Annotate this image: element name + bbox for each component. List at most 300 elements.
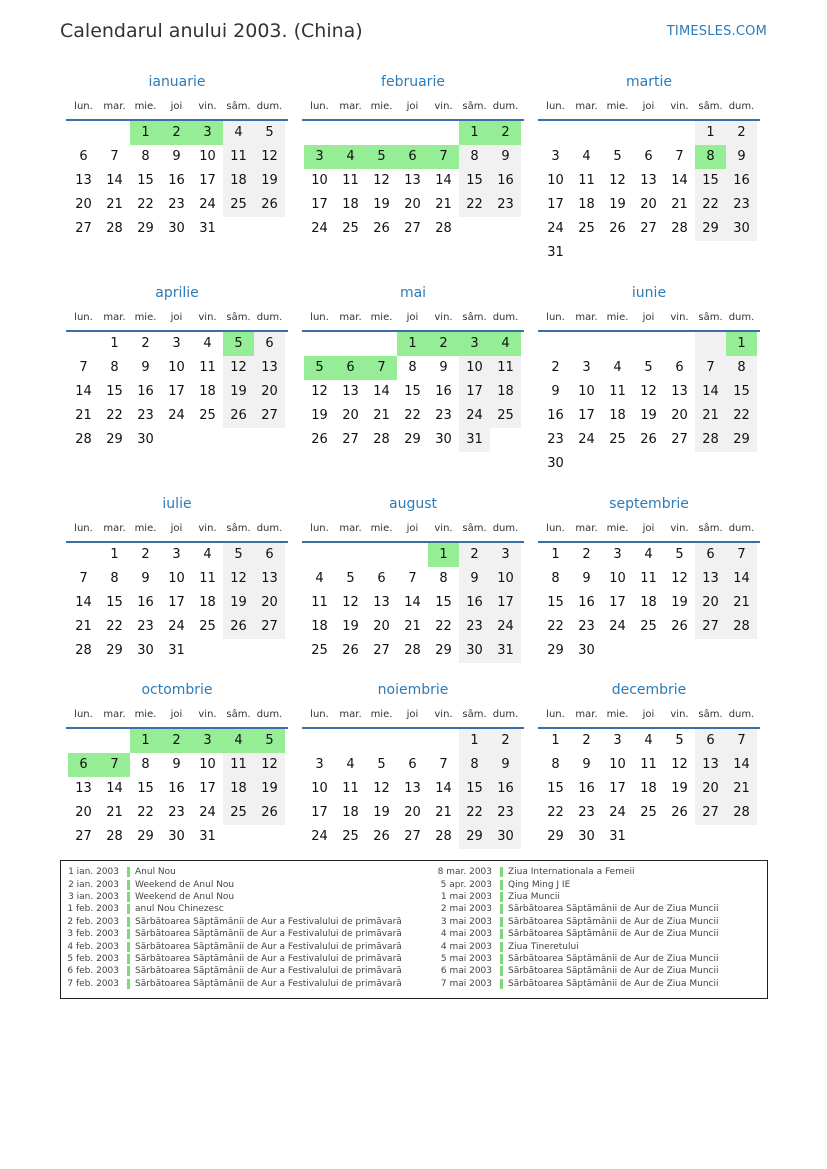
empty-day-cell: [68, 543, 99, 567]
day-cell: 4: [223, 121, 254, 145]
empty-day-cell: [428, 121, 459, 145]
day-cell: 28: [726, 801, 757, 825]
day-cell: 3: [613, 733, 622, 748]
day-cell: 10: [311, 781, 328, 796]
day-cell: 7: [408, 571, 417, 586]
day-cell: 30: [726, 217, 757, 241]
day-cell: 1: [428, 543, 459, 567]
day-cell: 23: [168, 197, 185, 212]
holiday-date: 2 ian. 2003: [68, 879, 119, 890]
day-cell: 19: [671, 595, 688, 610]
day-cell: 8: [141, 757, 150, 772]
day-cell: 27: [75, 829, 92, 844]
day-grid: [540, 332, 760, 476]
weekday-label: joi: [642, 100, 655, 112]
day-cell: 11: [640, 571, 657, 586]
weekday-label: lun.: [546, 522, 565, 534]
day-cell: 10: [609, 571, 626, 586]
day-cell: 19: [223, 591, 254, 615]
day-cell: 10: [578, 384, 595, 399]
day-cell: 6: [377, 571, 386, 586]
day-cell: 21: [373, 408, 390, 423]
day-cell: 4: [644, 547, 653, 562]
day-cell: 19: [311, 408, 328, 423]
day-cell: 2: [582, 733, 591, 748]
holiday-marker: [127, 954, 130, 964]
month-name: decembrie: [611, 682, 687, 698]
day-cell: 15: [435, 595, 452, 610]
weekday-label: lun.: [310, 100, 329, 112]
day-cell: 17: [168, 595, 185, 610]
day-cell: 13: [342, 384, 359, 399]
day-cell: 31: [490, 639, 521, 663]
day-cell: 30: [137, 432, 154, 447]
day-cell: 8: [726, 356, 757, 380]
day-cell: 10: [609, 757, 626, 772]
day-cell: 30: [435, 432, 452, 447]
day-cell: 19: [373, 805, 390, 820]
holiday-row: [434, 903, 718, 915]
day-cell: 8: [110, 360, 119, 375]
holiday-marker: [127, 904, 130, 914]
empty-day-cell: [540, 332, 571, 356]
day-cell: 23: [578, 805, 595, 820]
empty-day-cell: [366, 332, 397, 356]
holiday-marker: [127, 942, 130, 952]
month-name: octombrie: [141, 682, 213, 698]
day-cell: 28: [373, 432, 390, 447]
month-noiembrie: [302, 680, 524, 849]
empty-day-cell: [366, 729, 397, 753]
holiday-name: Sărbătoarea Săptămânii de Aur a Festivalului de primăvară: [135, 916, 402, 927]
month-iunie: [538, 283, 760, 476]
day-cell: 28: [435, 221, 452, 236]
weekday-label: vin.: [434, 100, 453, 112]
day-cell: 29: [547, 643, 564, 658]
holiday-date: 2 mai 2003: [440, 904, 492, 915]
empty-day-cell: [571, 332, 602, 356]
day-cell: 11: [311, 595, 328, 610]
month-februarie: [302, 72, 524, 241]
day-cell: 11: [578, 173, 595, 188]
day-cell: 30: [547, 456, 564, 471]
day-cell: 16: [168, 781, 185, 796]
weekday-label: sâm.: [698, 311, 723, 323]
day-cell: 10: [490, 567, 521, 591]
holiday-date: 7 feb. 2003: [67, 978, 119, 989]
day-cell: 31: [199, 221, 216, 236]
holiday-marker: [127, 979, 130, 989]
day-cell: 5: [346, 571, 355, 586]
day-cell: 3: [459, 332, 490, 356]
day-cell: 25: [342, 829, 359, 844]
day-cell: 25: [342, 221, 359, 236]
weekday-label: vin.: [434, 311, 453, 323]
weekday-label: vin.: [670, 708, 689, 720]
day-cell: 28: [75, 643, 92, 658]
weekday-label: vin.: [670, 522, 689, 534]
day-cell: 4: [613, 360, 622, 375]
month-mai: [302, 283, 524, 452]
day-cell: 24: [311, 221, 328, 236]
day-cell: 29: [695, 217, 726, 241]
day-cell: 16: [547, 408, 564, 423]
day-cell: 23: [726, 193, 757, 217]
day-cell: 9: [551, 384, 560, 399]
empty-day-cell: [335, 332, 366, 356]
weekday-label: dum.: [728, 708, 755, 720]
day-cell: 21: [75, 619, 92, 634]
weekday-label: dum.: [492, 522, 519, 534]
holiday-marker: [500, 929, 503, 939]
day-cell: 24: [311, 829, 328, 844]
day-cell: 28: [106, 221, 123, 236]
day-cell: 18: [578, 197, 595, 212]
day-cell: 29: [404, 432, 421, 447]
holiday-name: Sărbătoarea Săptămânii de Aur de Ziua Muncii: [508, 966, 719, 977]
day-cell: 9: [141, 360, 150, 375]
day-cell: 22: [137, 805, 154, 820]
day-cell: 17: [578, 408, 595, 423]
day-cell: 18: [223, 777, 254, 801]
weekday-label: lun.: [310, 708, 329, 720]
month-name: noiembrie: [377, 682, 449, 698]
weekday-label: lun.: [74, 522, 93, 534]
day-cell: 7: [726, 543, 757, 567]
day-cell: 22: [435, 619, 452, 634]
weekday-label: vin.: [198, 522, 217, 534]
holiday-name: Sărbătoarea Săptămânii de Aur a Festivalului de primăvară: [135, 941, 402, 952]
day-cell: 24: [578, 432, 595, 447]
holiday-row: [61, 916, 402, 928]
holiday-name: Sărbătoarea Săptămânii de Aur de Ziua Muncii: [508, 953, 719, 964]
empty-day-cell: [571, 121, 602, 145]
day-cell: 7: [726, 729, 757, 753]
day-cell: 19: [671, 781, 688, 796]
weekday-label: mie.: [134, 100, 157, 112]
weekday-label: vin.: [198, 311, 217, 323]
day-cell: 9: [172, 757, 181, 772]
weekday-header: [538, 306, 760, 328]
day-cell: 18: [199, 595, 216, 610]
day-cell: 12: [640, 384, 657, 399]
holiday-marker: [127, 880, 130, 890]
day-cell: 1: [551, 547, 560, 562]
holiday-column-left: [61, 866, 402, 990]
day-cell: 17: [311, 197, 328, 212]
day-cell: 16: [459, 591, 490, 615]
day-cell: 20: [75, 805, 92, 820]
weekday-label: sâm.: [698, 100, 723, 112]
day-cell: 14: [373, 384, 390, 399]
empty-day-cell: [68, 332, 99, 356]
holiday-date: 2 feb. 2003: [67, 916, 119, 927]
weekday-label: mar.: [575, 100, 598, 112]
day-cell: 27: [75, 221, 92, 236]
day-cell: 2: [141, 336, 150, 351]
day-cell: 27: [695, 801, 726, 825]
day-cell: 7: [695, 356, 726, 380]
day-cell: 25: [578, 221, 595, 236]
day-cell: 31: [459, 428, 490, 452]
day-cell: 6: [68, 753, 99, 777]
weekday-label: mie.: [134, 311, 157, 323]
weekday-label: dum.: [492, 311, 519, 323]
day-cell: 12: [373, 781, 390, 796]
holiday-marker: [127, 966, 130, 976]
day-cell: 17: [199, 173, 216, 188]
day-cell: 14: [404, 595, 421, 610]
weekday-label: sâm.: [462, 708, 487, 720]
month-martie: [538, 72, 760, 265]
day-cell: 21: [404, 619, 421, 634]
day-cell: 12: [342, 595, 359, 610]
day-cell: 23: [137, 408, 154, 423]
weekday-label: lun.: [74, 311, 93, 323]
day-cell: 17: [609, 781, 626, 796]
day-cell: 14: [435, 173, 452, 188]
weekday-label: mar.: [103, 522, 126, 534]
weekday-label: mar.: [103, 311, 126, 323]
day-cell: 18: [609, 408, 626, 423]
day-cell: 6: [408, 757, 417, 772]
brand-link[interactable]: TIMESLES.COM: [666, 24, 767, 39]
day-cell: 26: [223, 615, 254, 639]
day-cell: 3: [551, 149, 560, 164]
day-cell: 3: [490, 543, 521, 567]
holiday-date: 4 mai 2003: [440, 929, 492, 940]
weekday-label: mar.: [575, 708, 598, 720]
day-cell: 26: [609, 221, 626, 236]
weekday-label: sâm.: [226, 311, 251, 323]
weekday-header: [66, 306, 288, 328]
weekday-label: mie.: [606, 100, 629, 112]
weekday-label: joi: [406, 100, 419, 112]
day-cell: 4: [335, 145, 366, 169]
day-cell: 20: [254, 591, 285, 615]
holiday-date: 5 feb. 2003: [67, 953, 119, 964]
day-cell: 26: [640, 432, 657, 447]
day-cell: 14: [75, 384, 92, 399]
day-cell: 21: [726, 777, 757, 801]
empty-day-cell: [68, 729, 99, 753]
weekday-label: mie.: [370, 522, 393, 534]
day-cell: 2: [551, 360, 560, 375]
holiday-row: [434, 878, 718, 890]
weekday-label: joi: [642, 522, 655, 534]
day-cell: 20: [640, 197, 657, 212]
day-cell: 4: [315, 571, 324, 586]
day-cell: 13: [695, 753, 726, 777]
holiday-row: [434, 928, 718, 940]
day-cell: 22: [459, 193, 490, 217]
weekday-label: vin.: [434, 708, 453, 720]
day-cell: 7: [99, 753, 130, 777]
month-name: ianuarie: [148, 74, 206, 90]
empty-day-cell: [366, 543, 397, 567]
weekday-label: lun.: [546, 708, 565, 720]
day-cell: 31: [199, 829, 216, 844]
day-cell: 9: [582, 757, 591, 772]
day-cell: 11: [199, 360, 216, 375]
day-cell: 21: [75, 408, 92, 423]
day-cell: 17: [459, 380, 490, 404]
month-octombrie: [66, 680, 288, 849]
day-cell: 8: [141, 149, 150, 164]
day-grid: [540, 729, 760, 849]
holiday-marker: [127, 867, 130, 877]
day-cell: 14: [106, 173, 123, 188]
day-cell: 2: [726, 121, 757, 145]
day-cell: 28: [404, 643, 421, 658]
holiday-name: Sărbătoarea Săptămânii de Aur a Festivalului de primăvară: [135, 978, 402, 989]
weekday-label: lun.: [74, 100, 93, 112]
day-cell: 16: [137, 384, 154, 399]
day-cell: 25: [490, 404, 521, 428]
day-cell: 17: [490, 591, 521, 615]
holiday-name: Sărbătoarea Săptămânii de Aur a Festivalului de primăvară: [135, 966, 402, 977]
day-cell: 23: [547, 432, 564, 447]
day-cell: 12: [254, 753, 285, 777]
weekday-label: lun.: [310, 311, 329, 323]
day-cell: 12: [254, 145, 285, 169]
day-cell: 8: [439, 571, 448, 586]
weekday-label: mie.: [134, 708, 157, 720]
month-iulie: [66, 494, 288, 663]
day-cell: 29: [137, 221, 154, 236]
day-cell: 5: [223, 332, 254, 356]
day-cell: 3: [304, 145, 335, 169]
day-cell: 22: [137, 197, 154, 212]
day-cell: 28: [671, 221, 688, 236]
day-cell: 13: [254, 356, 285, 380]
day-cell: 15: [547, 781, 564, 796]
weekday-label: dum.: [256, 311, 283, 323]
day-cell: 21: [435, 805, 452, 820]
day-cell: 11: [342, 781, 359, 796]
day-cell: 3: [172, 336, 181, 351]
weekday-label: dum.: [256, 100, 283, 112]
day-cell: 12: [223, 567, 254, 591]
day-cell: 4: [203, 547, 212, 562]
day-grid: [68, 121, 288, 241]
holiday-date: 3 feb. 2003: [67, 929, 119, 940]
day-cell: 14: [726, 753, 757, 777]
holiday-row: [61, 953, 402, 965]
day-cell: 19: [254, 169, 285, 193]
empty-day-cell: [428, 729, 459, 753]
weekday-label: mar.: [103, 100, 126, 112]
day-cell: 24: [490, 615, 521, 639]
day-cell: 26: [223, 404, 254, 428]
weekday-label: joi: [170, 522, 183, 534]
empty-day-cell: [304, 729, 335, 753]
day-cell: 11: [609, 384, 626, 399]
day-cell: 14: [435, 781, 452, 796]
weekday-header: [538, 95, 760, 117]
empty-day-cell: [695, 332, 726, 356]
day-cell: 3: [192, 729, 223, 753]
day-cell: 9: [459, 567, 490, 591]
day-cell: 6: [675, 360, 684, 375]
weekday-label: vin.: [670, 311, 689, 323]
day-cell: 29: [459, 825, 490, 849]
day-cell: 27: [254, 615, 285, 639]
empty-day-cell: [335, 543, 366, 567]
weekday-header: [66, 703, 288, 725]
day-cell: 18: [199, 384, 216, 399]
weekday-label: sâm.: [226, 522, 251, 534]
day-cell: 20: [404, 805, 421, 820]
day-cell: 11: [640, 757, 657, 772]
day-cell: 2: [490, 121, 521, 145]
day-cell: 30: [578, 643, 595, 658]
day-cell: 17: [609, 595, 626, 610]
day-cell: 8: [459, 753, 490, 777]
day-cell: 2: [161, 729, 192, 753]
day-cell: 14: [695, 380, 726, 404]
day-cell: 17: [311, 805, 328, 820]
day-cell: 4: [490, 332, 521, 356]
day-cell: 5: [254, 729, 285, 753]
day-cell: 12: [609, 173, 626, 188]
month-name: iunie: [631, 285, 667, 301]
day-cell: 18: [223, 169, 254, 193]
weekday-label: mie.: [606, 708, 629, 720]
day-cell: 30: [168, 221, 185, 236]
day-cell: 3: [582, 360, 591, 375]
day-cell: 13: [695, 567, 726, 591]
holiday-name: Sărbătoarea Săptămânii de Aur de Ziua Muncii: [508, 904, 719, 915]
day-cell: 12: [311, 384, 328, 399]
day-cell: 15: [695, 169, 726, 193]
day-cell: 16: [137, 595, 154, 610]
empty-day-cell: [304, 121, 335, 145]
empty-day-cell: [366, 121, 397, 145]
day-cell: 18: [311, 619, 328, 634]
month-decembrie: [538, 680, 760, 849]
day-cell: 26: [342, 643, 359, 658]
day-cell: 20: [695, 591, 726, 615]
day-cell: 16: [578, 781, 595, 796]
weekday-header: [302, 703, 524, 725]
day-cell: 6: [644, 149, 653, 164]
day-cell: 10: [199, 149, 216, 164]
day-cell: 16: [490, 777, 521, 801]
day-cell: 21: [435, 197, 452, 212]
day-cell: 15: [726, 380, 757, 404]
day-cell: 29: [106, 432, 123, 447]
day-cell: 11: [342, 173, 359, 188]
holiday-marker: [127, 892, 130, 902]
holiday-date: 8 mar. 2003: [437, 867, 492, 878]
day-cell: 2: [141, 547, 150, 562]
day-cell: 8: [695, 145, 726, 169]
empty-day-cell: [602, 332, 633, 356]
day-cell: 8: [459, 145, 490, 169]
empty-day-cell: [397, 121, 428, 145]
empty-day-cell: [68, 121, 99, 145]
day-cell: 8: [110, 571, 119, 586]
weekday-label: mie.: [370, 311, 393, 323]
day-cell: 26: [671, 619, 688, 634]
day-cell: 16: [168, 173, 185, 188]
empty-day-cell: [99, 729, 130, 753]
day-cell: 7: [439, 757, 448, 772]
day-cell: 16: [726, 169, 757, 193]
weekday-label: dum.: [492, 100, 519, 112]
weekday-label: sâm.: [462, 100, 487, 112]
